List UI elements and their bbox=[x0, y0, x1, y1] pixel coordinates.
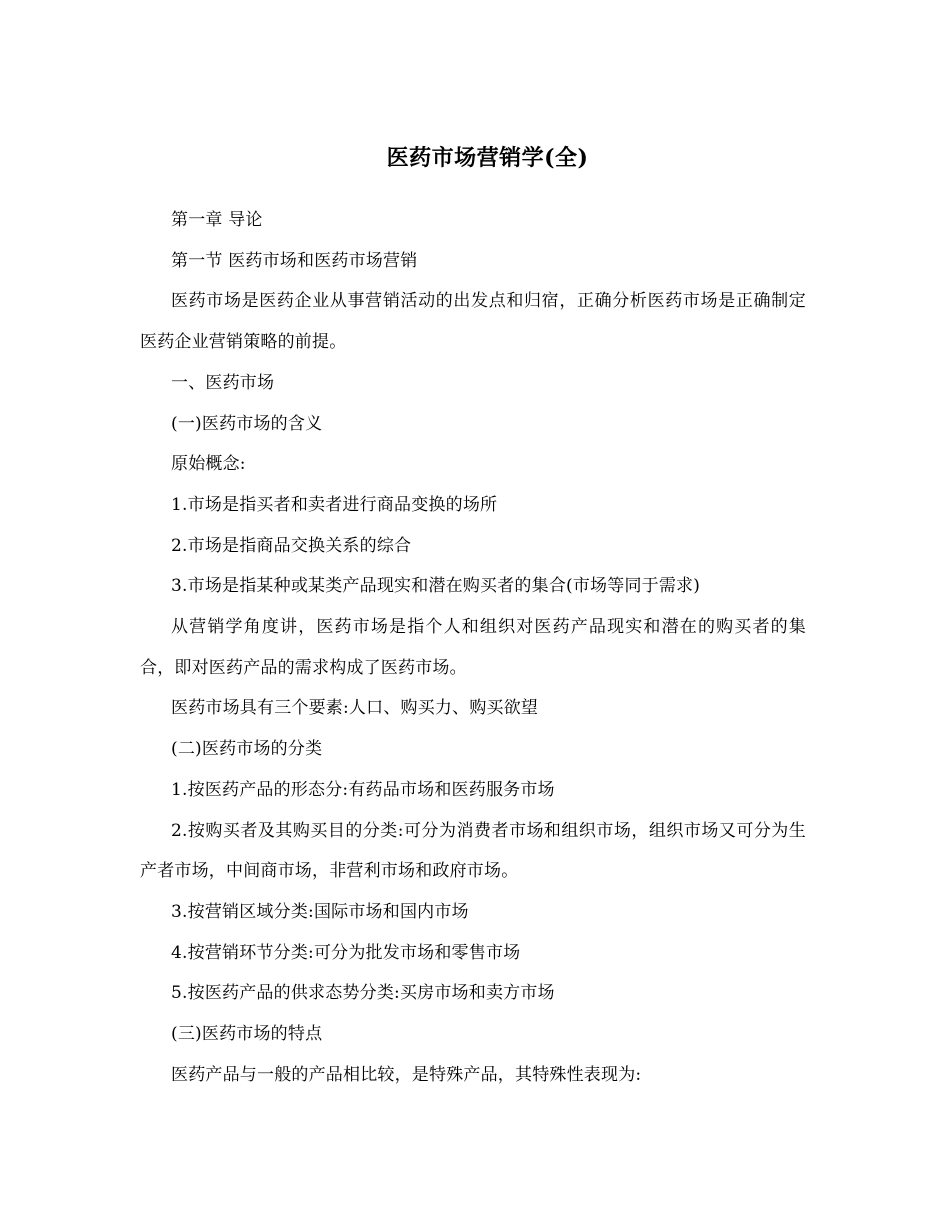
document-title: 医药市场营销学(全) bbox=[386, 145, 589, 171]
list-item: 1.按医药产品的形态分:有药品市场和医药服务市场 bbox=[171, 779, 555, 800]
list-item: 1.市场是指买者和卖者进行商品变换的场所 bbox=[171, 494, 498, 515]
subsection-heading: (一)医药市场的含义 bbox=[171, 413, 323, 434]
list-item: 2.市场是指商品交换关系的综合 bbox=[171, 535, 412, 556]
list-item: 5.按医药产品的供求态势分类:买房市场和卖方市场 bbox=[171, 983, 555, 1004]
subsection-heading: 一、医药市场 bbox=[171, 372, 275, 393]
list-item: 3.市场是指某种或某类产品现实和潜在购买者的集合(市场等同于需求) bbox=[171, 576, 701, 597]
subsection-heading: (三)医药市场的特点 bbox=[171, 1024, 323, 1045]
chapter-heading: 第一章 导论 bbox=[171, 210, 263, 230]
document-body bbox=[140, 200, 806, 1095]
paragraph: 医药市场是医药企业从事营销活动的出发点和归宿，正确分析医药市场是正确制定医药企业营销策略的前提。 bbox=[140, 291, 806, 353]
paragraph: 从营销学角度讲，医药市场是指个人和组织对医药产品现实和潜在的购买者的集合，即对医药产品的需求构成了医药市场。 bbox=[140, 617, 806, 678]
list-item: 2.按购买者及其购买目的分类:可分为消费者市场和组织市场，组织市场又可分为生产者市场，中间商市场，非营利市场和政府市场。 bbox=[140, 820, 806, 882]
paragraph: 医药产品与一般的产品相比较，是特殊产品，其特殊性表现为: bbox=[171, 1064, 642, 1085]
subsection-heading: (二)医药市场的分类 bbox=[171, 739, 323, 760]
section-heading: 第一节 医药市场和医药市场营销 bbox=[171, 250, 418, 271]
list-item: 4.按营销环节分类:可分为批发市场和零售市场 bbox=[171, 942, 521, 963]
list-item: 3.按营销区域分类:国际市场和国内市场 bbox=[171, 901, 469, 922]
paragraph: 医药市场具有三个要素:人口、购买力、购买欲望 bbox=[171, 698, 539, 719]
paragraph: 原始概念: bbox=[171, 454, 246, 475]
